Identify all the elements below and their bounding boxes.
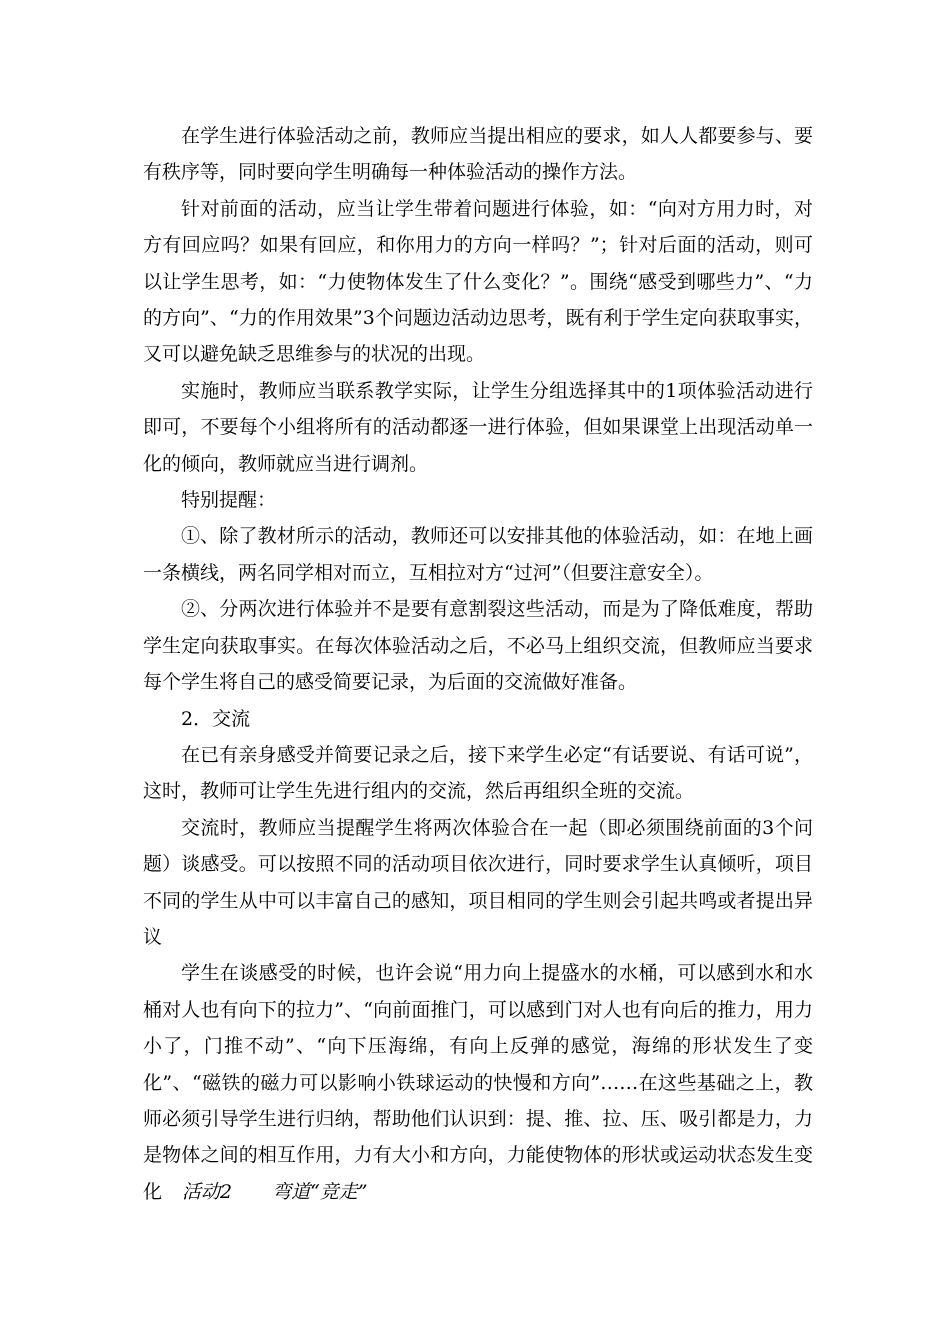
body-text <box>143 118 813 1210</box>
activity-label: 活动2 <box>182 1181 233 1203</box>
paragraph-requirements: 在学生进行体验活动之前，教师应当提出相应的要求，如人人都要参与、要有秩序等，同时要向学生明确每一种体验活动的操作方法。 <box>143 125 813 184</box>
reminder-item-2: ②、分两次进行体验并不是要有意割裂这些活动，而是为了降低难度，帮助学生定向获取事实。在每次体验活动之后，不必马上组织交流，但教师应当要求每个学生将自己的感受简要记录，为后面的交流做好准备。 <box>143 598 813 694</box>
paragraph-implementation: 实施时，教师应当联系教学实际，让学生分组选择其中的1项体验活动进行即可，不要每个小组将所有的活动都逐一进行体验，但如果课堂上出现活动单一化的倾向，教师就应当进行调剂。 <box>143 379 813 475</box>
special-reminder-heading: 特别提醒： <box>181 489 277 512</box>
activity-title: 弯道“竞走” <box>272 1181 368 1203</box>
activity-heading <box>182 1174 368 1210</box>
paragraph-exchange-intro: 在已有亲身感受并简要记录之后，接下来学生必定“有话要说、有话可说”，这时，教师可让学生先进行组内的交流，然后再组织全班的交流。 <box>143 743 813 803</box>
paragraph-student-feelings: 学生在谈感受的时候，也许会说“用力向上提盛水的水桶，可以感到水和水桶对人也有向下的拉力”、“向前面推门，可以感到门对人也有向后的推力，用力小了，门推不动”、“向下压海绵，有向上反弹的感觉，海绵的形状发生了变化”、“磁铁的磁力可以影响小铁球运动的快慢和方向”……在这些基础之上，教师必须引导学生进行归纳，帮助他们认识到：提、推、拉、压、吸引都是力，力是物体之间的相互作用，力有大小和方向，力能使物体的形状或运动状态发生变化 <box>143 962 813 1203</box>
paragraph-exchange-method: 交流时，教师应当提醒学生将两次体验合在一起（即必须围绕前面的3个问题）谈感受。可以按照不同的活动项目依次进行，同时要求学生认真倾听，项目不同的学生从中可以丰富自己的感知，项目相同的学生则会引起共鸣或者提出异议 <box>143 816 813 948</box>
section-heading-exchange: 2．交流 <box>181 707 251 730</box>
paragraph-guiding-questions: 针对前面的活动，应当让学生带着问题进行体验，如：“向对方用力时，对方有回应吗？如果有回应，和你用力的方向一样吗？”；针对后面的活动，则可以让学生思考，如：“力使物体发生了什么变化？”。围绕“感受到哪些力”、“力的方向”、“力的作用效果”3个问题边活动边思考，既有利于学生定向获取事实，又可以避免缺乏思维参与的状况的出现。 <box>143 197 813 366</box>
reminder-item-1: ①、除了教材所示的活动，教师还可以安排其他的体验活动，如：在地上画一条横线，两名同学相对而立，互相拉对方“过河”（但要注意安全）。 <box>143 525 813 584</box>
